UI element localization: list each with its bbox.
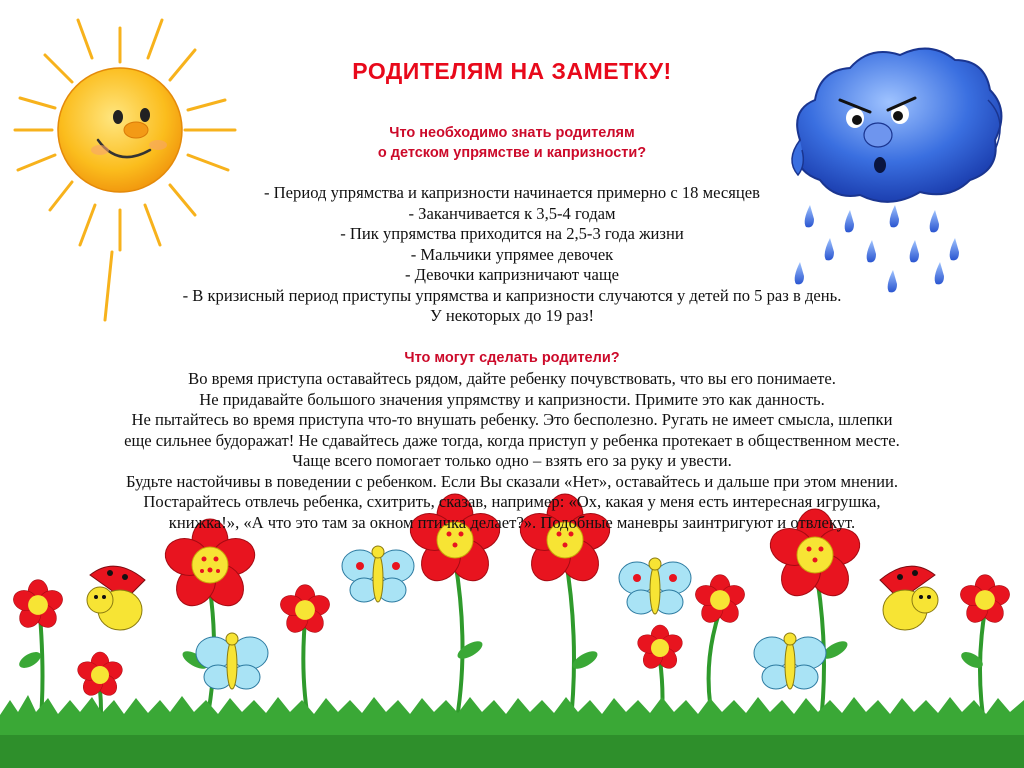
advice-line: Будьте настойчивы в поведении с ребенком. Если Вы сказали «Нет», оставайтесь и дальше при этом мнении.: [125, 471, 899, 491]
fact-line: - Девочки капризничают чаще: [404, 265, 620, 284]
advice-line: Не придавайте большого значения упрямству и капризности. Примите это как данность.: [199, 389, 825, 409]
section-heading-advice: Что могут сделать родители?: [404, 350, 620, 366]
advice-line: еще сильнее будоражат! Не сдавайтесь даже тогда, когда приступ у ребенка протекает в общественном месте.: [124, 430, 900, 450]
fact-line: - В кризисный период приступы упрямства и капризности случаются у детей по 5 раз в день.: [182, 285, 842, 305]
heading-line: Что необходимо знать родителям: [389, 125, 635, 141]
advice-line: Постарайтесь отвлечь ребенка, схитрить, сказав, например: «Ох, какая у меня есть интересная игрушка,: [143, 492, 881, 511]
advice-line: Чаще всего помогает только одно – взять его за руку и увести.: [292, 451, 732, 470]
heading-line: о детском упрямстве и капризности?: [377, 145, 647, 161]
advice-line: Не пытайтесь во время приступа что-то внушать ребенку. Это бесполезно. Ругать не имеет смысла, шлепки: [131, 410, 893, 429]
section-heading-facts: [0, 123, 1024, 163]
fact-line: У некоторых до 19 раз!: [429, 306, 595, 325]
fact-line: - Заканчивается к 3,5-4 годам: [408, 203, 616, 223]
advice-line: Во время приступа оставайтесь рядом, дайте ребенку почувствовать, что вы его понимаете.: [188, 369, 836, 388]
fact-line: - Мальчики упрямее девочек: [410, 244, 614, 264]
fact-line: - Период упрямства и капризности начинается примерно с 18 месяцев: [264, 183, 760, 202]
fact-line: - Пик упрямства приходится на 2,5-3 года жизни: [340, 224, 684, 243]
page-title: РОДИТЕЛЯМ НА ЗАМЕТКУ!: [352, 58, 672, 84]
advice-paragraph: [0, 369, 1024, 533]
advice-line: книжка!», «А что это там за окном птичка делает?». Подобные маневры заинтригуют и отвлекут.: [168, 512, 856, 532]
facts-list: [0, 183, 1024, 327]
